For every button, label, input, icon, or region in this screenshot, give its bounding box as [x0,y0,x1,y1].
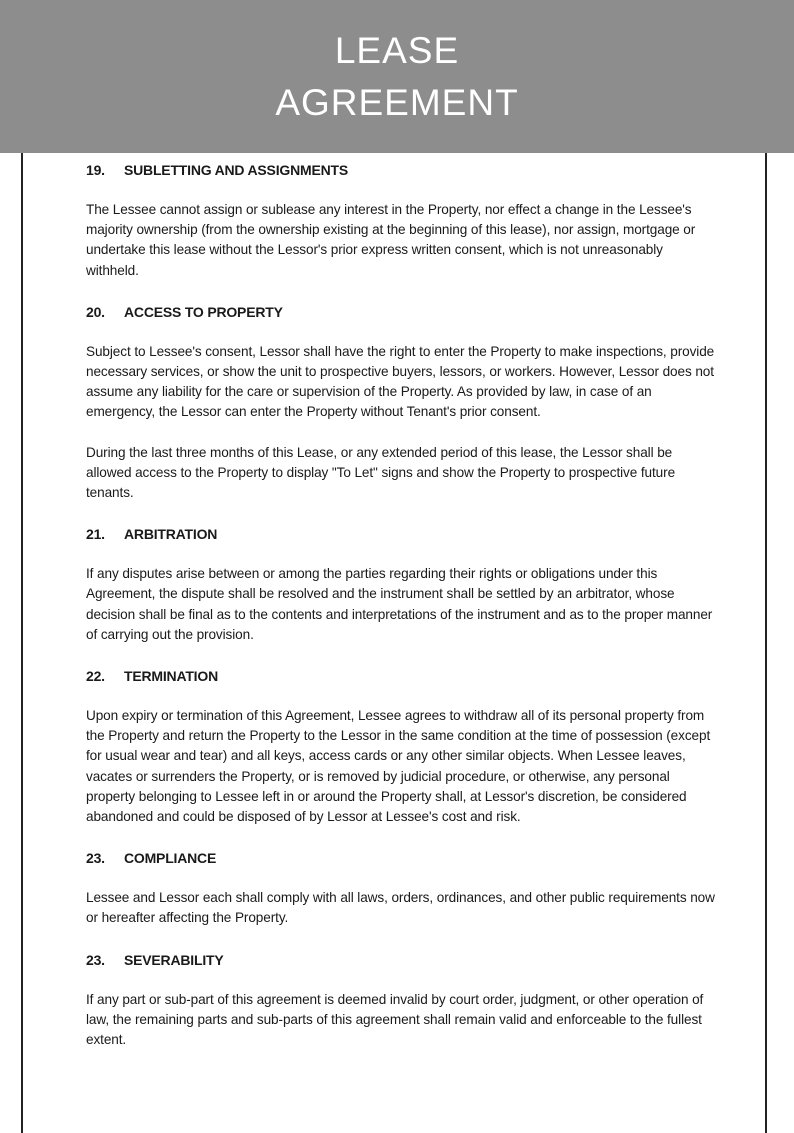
section-paragraph: Subject to Lessee's consent, Lessor shall have the right to enter the Property to make inspections, provide necessary services, or show the unit to prospective buyers, lessors, or workers. However, Lessor does not assume any liability for the care or supervision of the Property. As provided by law, in case of an emergency, the Lessor can enter the Property without Tenant's prior consent. [86,343,715,420]
section-paragraph: Lessee and Lessor each shall comply with all laws, orders, ordinances, and other public requirements now or hereafter affecting the Property. [86,890,715,926]
banner-title-line-2: AGREEMENT [275,81,519,123]
document-body [86,160,716,1050]
section-title: ARBITRATION [124,526,218,543]
section-arbitration [86,524,716,645]
section-heading [86,302,716,322]
banner-title-line-1: LEASE [334,29,460,71]
section-number: 23. [86,850,105,867]
section-number: 21. [86,526,105,543]
section-heading [86,950,716,970]
section-title: COMPLIANCE [124,850,217,867]
section-heading [86,666,716,686]
section-number: 19. [86,162,105,178]
section-title: SUBLETTING AND ASSIGNMENTS [124,162,348,178]
section-number: 22. [86,668,105,685]
section-severability [86,950,716,1051]
section-title: ACCESS TO PROPERTY [124,303,283,320]
section-paragraph: During the last three months of this Lease, or any extended period of this lease, the Lessor shall be allowed access to the Property to display "To Let" signs and show the Property to prospective future tenants. [86,444,676,501]
section-compliance [86,848,716,928]
section-number: 20. [86,303,105,320]
section-paragraph: If any disputes arise between or among the parties regarding their rights or obligations under this Agreement, the dispute shall be resolved and the instrument shall be settled by an arbitrator, whose decision shall be final as to the contents and interpretations of the instrument and as to the proper manner of carrying out the provision. [86,566,713,642]
section-paragraph: If any part or sub-part of this agreement is deemed invalid by court order, judgment, or other operation of law, the remaining parts and sub-parts of this agreement shall remain valid and enforceable to the fullest extent. [86,991,704,1048]
section-title: TERMINATION [124,668,218,685]
section-paragraph: The Lessee cannot assign or sublease any interest in the Property, nor effect a change in the Lessee's majority ownership (from the ownership existing at the beginning of this lease), nor assign, mortgage or undertake this lease without the Lessor's prior express written consent, which is not unreasonably withheld. [86,202,696,278]
section-subletting [86,160,716,281]
section-heading [86,848,716,868]
section-paragraph: Upon expiry or termination of this Agreement, Lessee agrees to withdraw all of its personal property from the Property and return the Property to the Lessor in the same condition at the time of possession (except for usual wear and tear) and all keys, access cards or any other similar objects. When Lessee leaves, vacates or surrenders the Property, or is removed by judicial procedure, or otherwise, any personal property belonging to Lessee left in or around the Property shall, at Lessor's discretion, be considered abandoned and could be disposed of by Lessor at Lessee's cost and risk. [86,708,711,825]
title-banner [0,0,794,153]
section-termination [86,666,716,827]
section-number: 23. [86,951,105,968]
section-heading [86,524,716,544]
section-title: SEVERABILITY [124,951,224,968]
section-access [86,302,716,503]
section-heading [86,160,716,180]
